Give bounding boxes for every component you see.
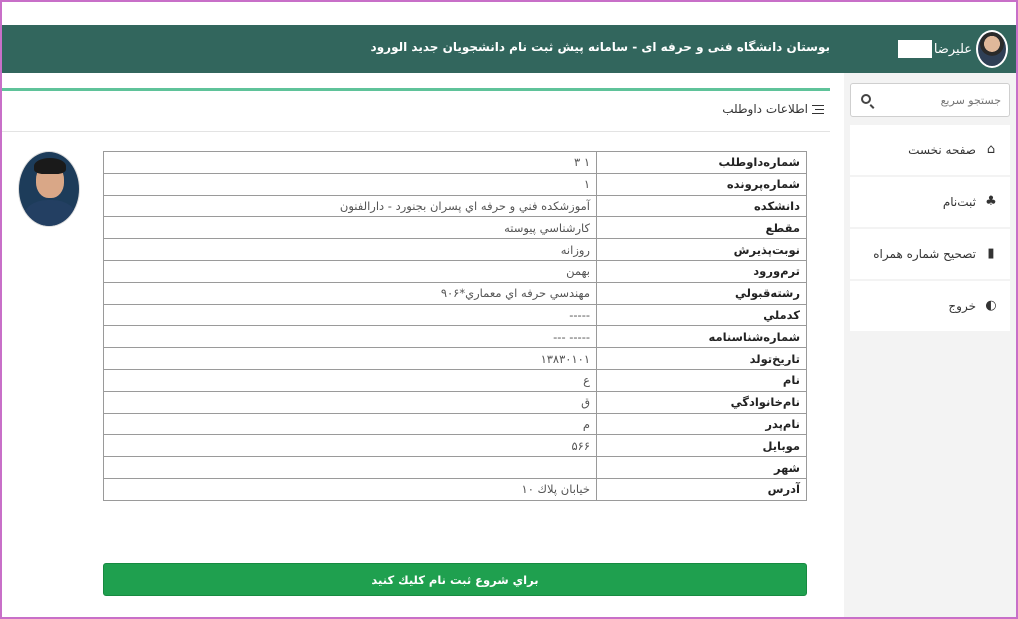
- quick-search[interactable]: [850, 83, 1010, 117]
- start-registration-button[interactable]: براي شروع ثبت نام كليك كنيد: [103, 563, 807, 596]
- panel-title-text: اطلاعات داوطلب: [722, 102, 808, 116]
- name-redaction: [898, 40, 932, 58]
- table-row: [104, 326, 807, 348]
- table-row: [104, 478, 807, 500]
- table-row: [104, 413, 807, 435]
- info-label: شهر: [597, 457, 807, 479]
- table-row: [104, 391, 807, 413]
- table-row: [104, 173, 807, 195]
- info-value: م: [104, 413, 597, 435]
- table-row: [104, 260, 807, 282]
- toggle-icon: ◐: [985, 298, 997, 313]
- table-row: [104, 369, 807, 391]
- info-value: -----: [104, 304, 597, 326]
- table-row: [104, 457, 807, 479]
- info-value: مهندسي حرفه اي معماري*۹۰۶: [104, 282, 597, 304]
- user-name[interactable]: [898, 40, 972, 58]
- filter-icon: [812, 104, 824, 114]
- info-value: ۱: [104, 173, 597, 195]
- user-name-text: علیرضا: [933, 41, 972, 57]
- top-header: [2, 25, 1016, 73]
- info-label: نام‌خانوادگي: [597, 391, 807, 413]
- info-value: بهمن: [104, 260, 597, 282]
- info-value: آموزشکده فني و حرفه اي پسران بجنورد - دارالفنون: [104, 195, 597, 217]
- info-value: ۵۶۶: [104, 435, 597, 457]
- info-value: خيابان پلاك ۱۰: [104, 478, 597, 500]
- home-icon: ⌂: [986, 142, 996, 157]
- table-row: [104, 304, 807, 326]
- info-label: رشته‌قبولي: [597, 282, 807, 304]
- info-label: شماره‌پرونده: [597, 173, 807, 195]
- info-value: كارشناسي پيوسته: [104, 217, 597, 239]
- tree-icon: ♣: [985, 194, 997, 209]
- info-label: آدرس: [597, 478, 807, 500]
- sidebar-item-register[interactable]: [850, 177, 1010, 227]
- info-label: دانشکده: [597, 195, 807, 217]
- info-value: ۱ ۳: [104, 152, 597, 174]
- info-label: مقطع: [597, 217, 807, 239]
- search-input[interactable]: [881, 86, 1001, 114]
- user-avatar[interactable]: [976, 30, 1008, 68]
- panel-title: [722, 102, 824, 116]
- search-icon[interactable]: [861, 94, 871, 104]
- mobile-icon: ▮: [987, 246, 995, 261]
- table-row: [104, 435, 807, 457]
- table-row: [104, 239, 807, 261]
- info-value: ع: [104, 369, 597, 391]
- info-label: نام: [597, 369, 807, 391]
- sidebar-item-label: ثبت‌نام: [942, 195, 976, 209]
- sidebar-nav: [850, 125, 1010, 331]
- sidebar: [844, 73, 1016, 617]
- info-label: نوبت‌پذيرش: [597, 239, 807, 261]
- info-value: ۱۳۸۳۰۱۰۱: [104, 348, 597, 370]
- sidebar-item-logout[interactable]: [850, 281, 1010, 331]
- info-label: موبايل: [597, 435, 807, 457]
- sidebar-item-home[interactable]: [850, 125, 1010, 175]
- table-row: [104, 195, 807, 217]
- info-value: [104, 457, 597, 479]
- candidate-info-table: [103, 151, 807, 501]
- info-value: ق: [104, 391, 597, 413]
- table-row: [104, 217, 807, 239]
- user-menu[interactable]: [898, 29, 1008, 69]
- candidate-photo: [18, 151, 80, 227]
- sidebar-item-label: خروج: [948, 299, 976, 313]
- sidebar-item-mobile-correction[interactable]: [850, 229, 1010, 279]
- info-label: نام‌پدر: [597, 413, 807, 435]
- info-label: شماره‌شناسنامه: [597, 326, 807, 348]
- info-value: روزانه: [104, 239, 597, 261]
- table-row: [104, 152, 807, 174]
- info-label: شماره‌داوطلب: [597, 152, 807, 174]
- sidebar-item-label: تصحیح شماره همراه: [873, 247, 976, 261]
- info-label: كدملي: [597, 304, 807, 326]
- panel-header: [2, 88, 830, 132]
- site-title: بوستان دانشگاه فنی و حرفه ای - سامانه پیش ثبت نام دانشجویان جدید الورود: [370, 40, 830, 54]
- info-label: تاريخ‌تولد: [597, 348, 807, 370]
- table-row: [104, 282, 807, 304]
- info-label: ترم‌ورود: [597, 260, 807, 282]
- info-value: ----- ---: [104, 326, 597, 348]
- sidebar-item-label: صفحه نخست: [908, 143, 976, 157]
- table-row: [104, 348, 807, 370]
